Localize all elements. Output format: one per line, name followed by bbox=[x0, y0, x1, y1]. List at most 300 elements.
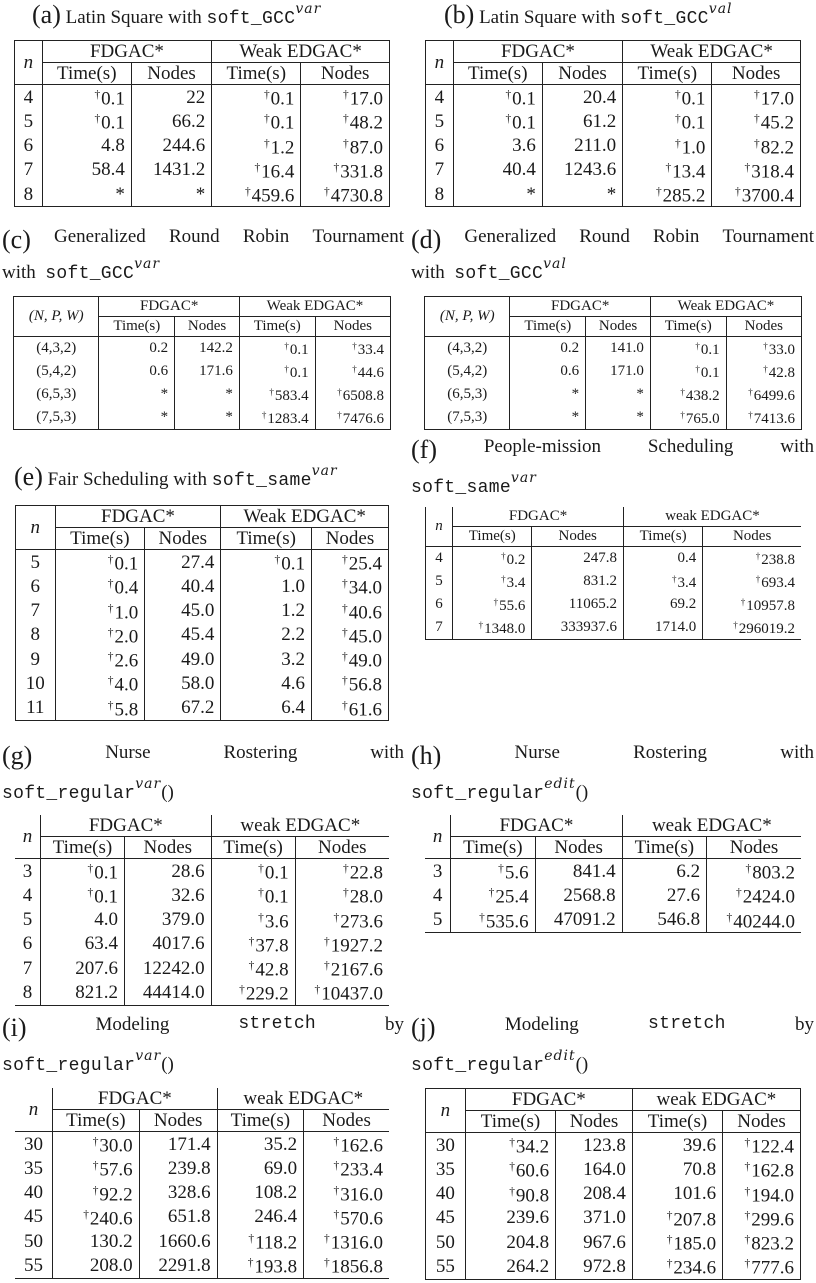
table-cell: †0.1 bbox=[239, 337, 315, 360]
dagger-mark: † bbox=[666, 1209, 673, 1222]
caption-word: Modeling bbox=[95, 1014, 170, 1035]
table-cell: 379.0 bbox=[124, 908, 211, 932]
table-cell: 45.4 bbox=[145, 623, 221, 647]
table-cell: 69.0 bbox=[217, 1156, 304, 1180]
dagger-mark: † bbox=[748, 386, 753, 397]
group-header: FDGAC* bbox=[55, 506, 221, 528]
table-row bbox=[425, 406, 802, 429]
table-cell: †0.1 bbox=[650, 337, 726, 360]
table-g bbox=[15, 815, 389, 1006]
table-cell: †193.8 bbox=[217, 1253, 304, 1278]
table-cell: 171.4 bbox=[139, 1132, 217, 1157]
table-cell: †0.4 bbox=[55, 574, 145, 598]
table-cell: †233.4 bbox=[304, 1156, 389, 1180]
group-header: FDGAC* bbox=[510, 297, 650, 317]
key-header: n bbox=[15, 1088, 53, 1132]
table-cell: †45.2 bbox=[712, 109, 801, 133]
table-cell: †0.1 bbox=[623, 85, 712, 110]
row-key: 4 bbox=[434, 86, 445, 108]
row-key: 8 bbox=[426, 182, 454, 207]
caption-word: with bbox=[780, 436, 814, 457]
dagger-mark: † bbox=[324, 935, 330, 948]
table-cell: 49.0 bbox=[145, 647, 221, 671]
dagger-mark: † bbox=[107, 602, 114, 615]
dagger-mark: † bbox=[284, 341, 289, 351]
caption-func: soft_same bbox=[411, 478, 511, 498]
group-header: Weak EDGAC* bbox=[623, 41, 801, 63]
dagger-mark: † bbox=[763, 363, 768, 374]
table-cell: †3700.4 bbox=[712, 182, 801, 207]
header-row-groups bbox=[425, 815, 801, 837]
caption-h-line2 bbox=[411, 776, 588, 804]
row-key: (7,5,3) bbox=[14, 406, 99, 429]
table-cell: 967.6 bbox=[556, 1230, 633, 1254]
dagger-mark: † bbox=[324, 186, 330, 199]
table-cell: †1856.8 bbox=[304, 1253, 389, 1278]
row-key: 7 bbox=[30, 600, 41, 622]
table-cell: †296019.2 bbox=[703, 616, 801, 639]
dagger-mark: † bbox=[754, 113, 760, 126]
group-header: FDGAC* bbox=[99, 297, 239, 317]
caption-word: Generalized bbox=[464, 226, 557, 247]
table-cell: 1660.6 bbox=[139, 1229, 217, 1253]
dagger-mark: † bbox=[674, 89, 681, 101]
table-cell: †16.4 bbox=[212, 158, 301, 182]
caption-e bbox=[14, 464, 338, 490]
table-cell: †803.2 bbox=[707, 859, 801, 884]
caption-j bbox=[411, 1015, 814, 1041]
table-cell: †318.4 bbox=[712, 158, 801, 182]
table-row bbox=[15, 1253, 389, 1278]
caption-word: Robin bbox=[242, 226, 290, 247]
table-cell: * bbox=[42, 182, 131, 207]
table-cell: 164.0 bbox=[556, 1157, 633, 1181]
table-cell: 841.4 bbox=[535, 859, 622, 884]
table-cell: 70.8 bbox=[632, 1157, 722, 1181]
table-cell: 2.2 bbox=[221, 623, 312, 647]
table-cell: †238.8 bbox=[703, 547, 801, 570]
table-cell: †122.4 bbox=[723, 1133, 801, 1158]
caption-f bbox=[411, 437, 814, 463]
column-header: Nodes bbox=[315, 317, 390, 337]
table-cell: 45.0 bbox=[145, 599, 221, 623]
dagger-mark: † bbox=[736, 887, 742, 900]
table-cell: 0.4 bbox=[623, 547, 702, 570]
column-header: Time(s) bbox=[453, 527, 532, 547]
group-header: weak EDGAC* bbox=[622, 815, 801, 837]
table-cell: 108.2 bbox=[217, 1181, 304, 1205]
header-row-columns bbox=[425, 837, 801, 859]
dagger-mark: † bbox=[324, 1233, 330, 1246]
dagger-mark: † bbox=[744, 161, 751, 174]
dagger-mark: † bbox=[248, 935, 255, 948]
dagger-mark: † bbox=[107, 626, 114, 639]
group-header: FDGAC* bbox=[465, 1089, 632, 1111]
column-header: Nodes bbox=[311, 528, 388, 550]
table-row bbox=[426, 109, 801, 133]
table-cell: †4730.8 bbox=[301, 182, 390, 207]
table-cell: †3.6 bbox=[211, 908, 295, 932]
group-header: FDGAC* bbox=[40, 815, 211, 837]
caption-label: (g) bbox=[2, 741, 33, 770]
table-cell: †7413.6 bbox=[726, 406, 801, 429]
table-row bbox=[425, 337, 802, 360]
column-header: Nodes bbox=[124, 837, 211, 859]
dagger-mark: † bbox=[735, 186, 741, 199]
table-row bbox=[15, 1156, 389, 1180]
dagger-mark: † bbox=[239, 984, 245, 997]
table-cell: †194.0 bbox=[723, 1182, 801, 1206]
column-header: Time(s) bbox=[99, 317, 175, 337]
row-key: (5,4,2) bbox=[447, 362, 488, 379]
row-key: 40 bbox=[24, 1182, 44, 1204]
row-key: 8 bbox=[15, 980, 40, 1005]
table-row bbox=[16, 623, 389, 647]
table-row bbox=[426, 1133, 801, 1158]
table-cell: †37.8 bbox=[211, 932, 295, 956]
table-cell: 371.0 bbox=[556, 1206, 633, 1230]
caption-g-line2 bbox=[2, 776, 174, 804]
table-cell: 6.2 bbox=[622, 859, 706, 884]
table-cell: †49.0 bbox=[311, 647, 388, 671]
row-key: 45 bbox=[24, 1206, 44, 1228]
table-cell: †240.6 bbox=[53, 1205, 140, 1229]
dagger-mark: † bbox=[333, 161, 340, 174]
table-row bbox=[16, 599, 389, 623]
table-cell: 1714.0 bbox=[623, 616, 702, 639]
caption-label: (i) bbox=[2, 1013, 27, 1042]
column-header: Nodes bbox=[304, 1110, 389, 1132]
table-f bbox=[425, 507, 801, 640]
group-header: FDGAC* bbox=[453, 507, 624, 527]
dagger-mark: † bbox=[666, 1258, 673, 1271]
dagger-mark: † bbox=[744, 1258, 751, 1271]
table-cell: 3.2 bbox=[221, 647, 312, 671]
dagger-mark: † bbox=[342, 554, 348, 566]
table-row bbox=[16, 671, 389, 695]
table-cell: 101.6 bbox=[632, 1182, 722, 1206]
dagger-mark: † bbox=[333, 1160, 340, 1173]
key-header: n bbox=[426, 1089, 466, 1133]
caption-suffix: () bbox=[575, 782, 589, 803]
dagger-mark: † bbox=[337, 386, 342, 397]
table-cell: †33.4 bbox=[315, 337, 390, 360]
table-cell: †2424.0 bbox=[707, 883, 801, 907]
table-cell: †87.0 bbox=[301, 134, 390, 158]
table-cell: †82.2 bbox=[712, 134, 801, 158]
table-cell: †33.0 bbox=[726, 337, 801, 360]
table-cell: †438.2 bbox=[650, 383, 726, 406]
table-cell: †2.0 bbox=[55, 623, 145, 647]
table-cell: †0.1 bbox=[40, 859, 124, 884]
dagger-mark: † bbox=[488, 887, 495, 900]
table-cell: †90.8 bbox=[465, 1182, 555, 1206]
table-cell: †1.2 bbox=[212, 134, 301, 158]
dagger-mark: † bbox=[755, 573, 761, 584]
row-key: 9 bbox=[30, 648, 41, 670]
table-cell: 972.8 bbox=[556, 1254, 633, 1279]
column-header: Nodes bbox=[542, 63, 622, 85]
column-header: Time(s) bbox=[453, 63, 542, 85]
dagger-mark: † bbox=[87, 887, 94, 900]
table-cell: †2167.6 bbox=[295, 956, 389, 980]
caption-word: Nurse bbox=[514, 742, 560, 763]
table-cell: 28.6 bbox=[124, 859, 211, 884]
table-cell: †0.1 bbox=[453, 85, 542, 110]
table-row bbox=[15, 1229, 389, 1253]
dagger-mark: † bbox=[352, 341, 357, 351]
dagger-mark: † bbox=[87, 863, 94, 875]
caption-word: stretch bbox=[238, 1014, 317, 1034]
table-cell: 4.6 bbox=[221, 671, 312, 695]
dagger-mark: † bbox=[263, 137, 270, 150]
table-row bbox=[426, 616, 802, 639]
dagger-mark: † bbox=[107, 651, 114, 664]
table-cell: 0.6 bbox=[99, 360, 175, 383]
table-cell: †42.8 bbox=[726, 360, 801, 383]
row-key: 5 bbox=[30, 551, 41, 573]
caption-text: Latin Square with bbox=[65, 7, 207, 28]
table-row bbox=[15, 109, 390, 133]
table-cell: †1.0 bbox=[623, 134, 712, 158]
caption-word: with bbox=[370, 742, 404, 763]
table-cell: 39.6 bbox=[632, 1133, 722, 1158]
column-header: Time(s) bbox=[53, 1110, 140, 1132]
dagger-mark: † bbox=[247, 1257, 254, 1270]
dagger-mark: † bbox=[92, 1160, 99, 1173]
caption-b bbox=[444, 2, 733, 28]
column-header: Nodes bbox=[723, 1111, 801, 1133]
caption-suffix: () bbox=[161, 1054, 174, 1075]
row-key: (4,3,2) bbox=[36, 339, 77, 356]
dagger-mark: † bbox=[324, 960, 330, 973]
table-cell: †1927.2 bbox=[295, 932, 389, 956]
table-cell: †162.8 bbox=[723, 1157, 801, 1181]
key-header: n bbox=[425, 815, 451, 859]
table-cell: * bbox=[175, 406, 240, 429]
table-row bbox=[15, 158, 390, 182]
table-cell: 247.8 bbox=[532, 547, 624, 570]
table-row bbox=[14, 406, 391, 429]
table-cell: †1316.0 bbox=[304, 1229, 389, 1253]
caption-text: Latin Square with bbox=[479, 7, 620, 28]
table-cell: †1283.4 bbox=[239, 406, 315, 429]
caption-f-line2 bbox=[411, 470, 537, 498]
table-cell: †30.0 bbox=[53, 1132, 140, 1157]
table-cell: †331.8 bbox=[301, 158, 390, 182]
table-cell: 142.2 bbox=[175, 337, 240, 360]
caption-func: soft_GCC bbox=[206, 9, 296, 29]
dagger-mark: † bbox=[695, 341, 700, 351]
table-cell: †583.4 bbox=[239, 383, 315, 406]
dagger-mark: † bbox=[666, 1234, 673, 1247]
row-key: 8 bbox=[15, 182, 43, 207]
table-cell: 35.2 bbox=[217, 1132, 304, 1157]
key-header: n bbox=[15, 41, 43, 85]
column-header: Time(s) bbox=[622, 837, 706, 859]
caption-word: Nurse bbox=[105, 742, 151, 763]
dagger-mark: † bbox=[748, 409, 753, 420]
table-row bbox=[14, 337, 391, 360]
key-header: (N, P, W) bbox=[425, 297, 510, 337]
table-i bbox=[15, 1088, 389, 1279]
column-header: Time(s) bbox=[451, 837, 535, 859]
table-cell: †4.0 bbox=[55, 671, 145, 695]
dagger-mark: † bbox=[763, 341, 768, 351]
table-cell: 4.0 bbox=[40, 908, 124, 932]
dagger-mark: † bbox=[261, 409, 267, 420]
row-key: 40 bbox=[435, 1183, 455, 1205]
table-cell: 141.0 bbox=[586, 337, 651, 360]
dagger-mark: † bbox=[274, 554, 281, 566]
table-row bbox=[15, 932, 389, 956]
table-cell: †42.8 bbox=[211, 956, 295, 980]
row-key: 50 bbox=[24, 1230, 44, 1252]
dagger-mark: † bbox=[680, 409, 685, 420]
column-header: Time(s) bbox=[510, 317, 586, 337]
table-cell: †0.1 bbox=[212, 85, 301, 110]
header-row-groups bbox=[15, 1088, 389, 1110]
column-header: Nodes bbox=[139, 1110, 217, 1132]
dagger-mark: † bbox=[92, 1184, 99, 1197]
table-cell: †28.0 bbox=[295, 883, 389, 907]
column-header: Time(s) bbox=[623, 527, 702, 547]
row-key: 6 bbox=[23, 135, 34, 157]
table-d bbox=[424, 296, 802, 430]
key-header: n bbox=[16, 506, 56, 550]
dagger-mark: † bbox=[342, 602, 348, 615]
dagger-mark: † bbox=[258, 863, 264, 875]
table-cell: 22 bbox=[131, 85, 211, 110]
table-cell: †0.1 bbox=[211, 883, 295, 907]
table-cell: 58.0 bbox=[145, 671, 221, 695]
table-cell: 2568.8 bbox=[535, 883, 622, 907]
table-row bbox=[15, 134, 390, 158]
caption-word: with bbox=[780, 742, 814, 763]
caption-word: Robin bbox=[652, 226, 700, 247]
dagger-mark: † bbox=[343, 863, 349, 875]
caption-label: (c) bbox=[2, 225, 31, 254]
table-cell: 207.6 bbox=[40, 956, 124, 980]
table-cell: 40.4 bbox=[145, 574, 221, 598]
caption-word: Generalized bbox=[54, 226, 146, 247]
table-cell: †285.2 bbox=[623, 182, 712, 207]
table-cell: 244.6 bbox=[131, 134, 211, 158]
dagger-mark: † bbox=[478, 619, 484, 630]
table-cell: †6499.6 bbox=[726, 383, 801, 406]
table-cell: 831.2 bbox=[532, 570, 624, 593]
caption-func: soft_regular bbox=[411, 1056, 545, 1076]
table-row bbox=[425, 383, 802, 406]
table-cell: †316.0 bbox=[304, 1181, 389, 1205]
group-header: Weak EDGAC* bbox=[650, 297, 801, 317]
table-cell: †234.6 bbox=[632, 1254, 722, 1279]
row-key: 45 bbox=[435, 1207, 455, 1229]
header-row-columns bbox=[15, 63, 390, 85]
column-header: Time(s) bbox=[632, 1111, 722, 1133]
key-header: n bbox=[426, 507, 453, 547]
table-cell: 4017.6 bbox=[124, 932, 211, 956]
dagger-mark: † bbox=[505, 89, 512, 101]
row-key: 4 bbox=[435, 549, 443, 566]
caption-word: Round bbox=[168, 226, 220, 247]
header-row-columns bbox=[426, 1111, 801, 1133]
dagger-mark: † bbox=[479, 911, 485, 924]
table-cell: 1431.2 bbox=[131, 158, 211, 182]
caption-c bbox=[2, 227, 404, 253]
row-key: 6 bbox=[435, 595, 443, 612]
table-cell: 123.8 bbox=[556, 1133, 633, 1158]
table-cell: 204.8 bbox=[465, 1230, 555, 1254]
row-key: 7 bbox=[434, 159, 445, 181]
row-key: 55 bbox=[426, 1254, 466, 1279]
table-cell: †0.1 bbox=[40, 883, 124, 907]
group-header: Weak EDGAC* bbox=[212, 41, 390, 63]
row-key: 6 bbox=[22, 933, 33, 955]
table-a bbox=[14, 40, 390, 207]
row-key: 11 bbox=[16, 696, 56, 721]
table-cell: †44.6 bbox=[315, 360, 390, 383]
table-cell: †22.8 bbox=[295, 859, 389, 884]
table-cell: †299.6 bbox=[723, 1206, 801, 1230]
dagger-mark: † bbox=[258, 887, 264, 900]
table-cell: †1.0 bbox=[55, 599, 145, 623]
caption-word: by bbox=[384, 1014, 404, 1035]
caption-suffix: () bbox=[575, 1054, 589, 1075]
table-cell: †56.8 bbox=[311, 671, 388, 695]
caption-sup: var bbox=[311, 463, 338, 479]
table-row bbox=[15, 980, 389, 1005]
dagger-mark: † bbox=[94, 113, 101, 126]
caption-label: (a) bbox=[32, 0, 61, 29]
table-cell: †0.1 bbox=[212, 109, 301, 133]
table-row bbox=[426, 134, 801, 158]
caption-word: Tournament bbox=[722, 226, 814, 247]
table-row bbox=[426, 593, 802, 616]
caption-h bbox=[411, 743, 814, 769]
table-row bbox=[16, 574, 389, 598]
table-row bbox=[426, 547, 802, 570]
caption-text: Fair Scheduling with bbox=[47, 469, 212, 490]
row-key: 35 bbox=[435, 1158, 455, 1180]
table-cell: 63.4 bbox=[40, 932, 124, 956]
dagger-mark: † bbox=[744, 1137, 751, 1149]
table-cell: †0.1 bbox=[623, 109, 712, 133]
caption-sup: edit bbox=[544, 1048, 576, 1064]
table-cell: 40.4 bbox=[453, 158, 542, 182]
header-row-groups bbox=[15, 815, 389, 837]
column-header: Nodes bbox=[295, 837, 389, 859]
dagger-mark: † bbox=[672, 573, 677, 584]
table-row bbox=[15, 859, 389, 884]
table-cell: †2.6 bbox=[55, 647, 145, 671]
caption-suffix: () bbox=[161, 782, 174, 803]
table-row bbox=[16, 647, 389, 671]
dagger-mark: † bbox=[342, 651, 348, 664]
table-cell: †777.6 bbox=[723, 1254, 801, 1279]
dagger-mark: † bbox=[342, 699, 348, 712]
row-key: (7,5,3) bbox=[425, 406, 510, 429]
table-cell: †0.1 bbox=[221, 550, 312, 575]
caption-label: (h) bbox=[411, 741, 442, 770]
caption-c-line2 bbox=[2, 256, 160, 284]
caption-label: (f) bbox=[411, 435, 437, 464]
table-cell: †5.6 bbox=[451, 859, 535, 884]
table-cell: 333937.6 bbox=[532, 616, 624, 639]
group-header: weak EDGAC* bbox=[217, 1088, 389, 1110]
row-key: 30 bbox=[435, 1134, 455, 1156]
column-header: Nodes bbox=[175, 317, 240, 337]
